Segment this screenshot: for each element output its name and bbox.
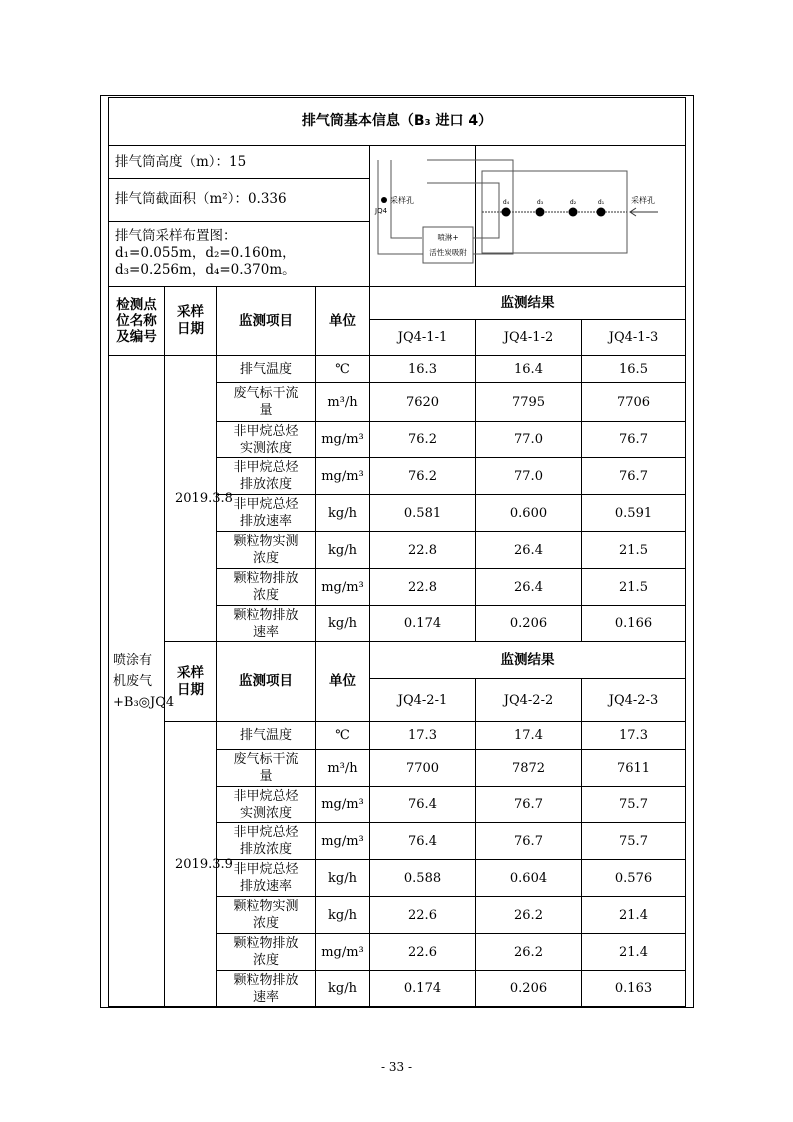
table-row [109,356,686,383]
result-value: 22.8 [370,569,476,606]
result-value: 21.5 [582,569,686,606]
flow-diagram [370,146,476,287]
sample-id: JQ4-1-3 [582,320,686,356]
monitoring-item: 非甲烷总烃排放速率 [217,495,316,532]
unit: kg/h [316,897,370,934]
result-value: 7872 [476,750,582,787]
result-value: 0.174 [370,971,476,1007]
sample-id: JQ4-2-2 [476,679,582,722]
unit: kg/h [316,860,370,897]
result-value: 0.600 [476,495,582,532]
result-value: 0.174 [370,606,476,642]
result-value: 7706 [582,383,686,422]
monitoring-item: 颗粒物排放速率 [217,606,316,642]
unit: ℃ [316,356,370,383]
result-value: 76.2 [370,458,476,495]
unit: mg/m³ [316,823,370,860]
result-value: 16.5 [582,356,686,383]
sample-id: JQ4-1-2 [476,320,582,356]
unit: kg/h [316,532,370,569]
sample-id: JQ4-1-1 [370,320,476,356]
result-value: 0.166 [582,606,686,642]
result-value: 22.8 [370,532,476,569]
result-value: 26.2 [476,897,582,934]
monitoring-item: 非甲烷总烃排放速率 [217,860,316,897]
stack-area: 排气筒截面积（m²）：0.336 [109,179,370,221]
unit: kg/h [316,971,370,1007]
result-value: 0.206 [476,971,582,1007]
result-value: 76.7 [476,823,582,860]
result-value: 76.4 [370,823,476,860]
point-d4: d₄ [502,199,510,206]
result-value: 76.7 [582,422,686,458]
result-value: 21.4 [582,897,686,934]
result-value: 0.581 [370,495,476,532]
monitoring-item: 颗粒物排放速率 [217,971,316,1007]
result-value: 76.7 [476,787,582,823]
result-value: 16.4 [476,356,582,383]
monitoring-item: 颗粒物实测浓度 [217,897,316,934]
header-date: 采样日期 [165,287,217,356]
result-value: 21.5 [582,532,686,569]
header-date: 采样日期 [165,642,217,722]
table-row [109,722,686,750]
unit: kg/h [316,606,370,642]
unit: mg/m³ [316,934,370,971]
box-label-2: 活性炭吸附 [429,248,467,257]
exhaust-stack-table [108,97,686,1007]
sample-date: 2019.3.9 [165,722,217,1007]
distance-d1-d2: d₁=0.055m，d₂=0.160m， [115,245,296,262]
monitoring-item: 非甲烷总烃实测浓度 [217,787,316,823]
sample-date: 2019.3.8 [165,356,217,642]
monitoring-item: 非甲烷总烃排放浓度 [217,458,316,495]
result-value: 26.2 [476,934,582,971]
header-results: 监测结果 [370,287,686,320]
unit: mg/m³ [316,787,370,823]
distance-d3-d4: d₃=0.256m，d₄=0.370m。 [115,262,296,279]
header-unit: 单位 [316,642,370,722]
stack-layout [109,221,370,286]
result-value: 0.588 [370,860,476,897]
unit: mg/m³ [316,422,370,458]
monitoring-item: 排气温度 [217,722,316,750]
monitoring-item: 非甲烷总烃实测浓度 [217,422,316,458]
result-value: 77.0 [476,422,582,458]
layout-label: 排气筒采样布置图： [115,228,237,245]
page-number: - 33 - [380,1060,412,1074]
monitoring-item: 颗粒物实测浓度 [217,532,316,569]
monitoring-item: 非甲烷总烃排放浓度 [217,823,316,860]
point-label: JQ4 [375,207,388,215]
unit: ℃ [316,722,370,750]
box-label-1: 喷淋+ [437,233,459,242]
monitoring-item: 排气温度 [217,356,316,383]
result-value: 26.4 [476,569,582,606]
monitoring-item: 颗粒物排放浓度 [217,934,316,971]
result-value: 21.4 [582,934,686,971]
unit: m³/h [316,750,370,787]
result-value: 77.0 [476,458,582,495]
header-results: 监测结果 [370,642,686,679]
result-value: 0.206 [476,606,582,642]
header-station: 检测点位名称及编号 [109,287,165,356]
result-value: 75.7 [582,823,686,860]
result-value: 0.576 [582,860,686,897]
result-value: 76.4 [370,787,476,823]
sample-id: JQ4-2-1 [370,679,476,722]
point-d2: d₂ [569,199,577,206]
result-value: 16.3 [370,356,476,383]
monitoring-item: 废气标干流量 [217,750,316,787]
unit: mg/m³ [316,458,370,495]
header-row [109,287,686,320]
result-value: 0.163 [582,971,686,1007]
point-d3: d₃ [536,199,544,206]
result-value: 7795 [476,383,582,422]
header-item: 监测项目 [217,642,316,722]
result-value: 76.2 [370,422,476,458]
result-value: 22.6 [370,897,476,934]
header-row [109,642,686,679]
result-value: 75.7 [582,787,686,823]
result-value: 22.6 [370,934,476,971]
point-d1: d₁ [597,199,605,206]
monitoring-item: 颗粒物排放浓度 [217,569,316,606]
monitoring-item: 废气标干流量 [217,383,316,422]
unit: kg/h [316,495,370,532]
unit: mg/m³ [316,569,370,606]
result-value: 17.4 [476,722,582,750]
table-title: 排气筒基本信息（B₃ 进口 4） [109,98,686,146]
result-value: 26.4 [476,532,582,569]
result-value: 7620 [370,383,476,422]
unit: m³/h [316,383,370,422]
station-name: 喷涂有机废气+B₃◎JQ4 [109,356,165,1007]
sample-id: JQ4-2-3 [582,679,686,722]
result-value: 17.3 [582,722,686,750]
sampling-hole-label: 采样孔 [390,196,414,205]
header-item: 监测项目 [217,287,316,356]
result-value: 17.3 [370,722,476,750]
result-value: 76.7 [582,458,686,495]
result-value: 0.604 [476,860,582,897]
sampling-hole-label-2: 采样孔 [631,196,655,205]
result-value: 7611 [582,750,686,787]
stack-height: 排气筒高度（m）：15 [109,146,370,179]
result-value: 7700 [370,750,476,787]
header-unit: 单位 [316,287,370,356]
result-value: 0.591 [582,495,686,532]
